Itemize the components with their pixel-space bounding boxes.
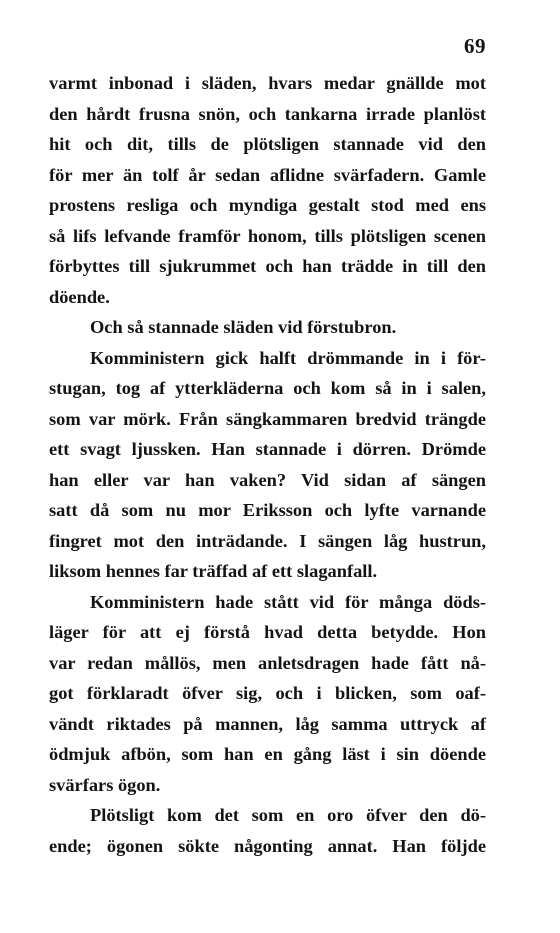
text-line: ende; ögonen sökte någonting annat. Han följde — [49, 835, 486, 856]
text-line: Komministern gick halft drömmande in i för- — [90, 347, 486, 368]
text-line: vändt riktades på mannen, låg samma uttryck af — [49, 713, 486, 734]
paragraph — [49, 343, 486, 587]
text-line: stugan, tog af ytterkläderna och kom så in i salen, — [49, 378, 486, 398]
text-line: Plötsligt kom det som en oro öfver den dö- — [90, 805, 486, 825]
text-line: prostens resliga och myndiga gestalt stod med ens — [49, 195, 486, 215]
body-text — [49, 68, 486, 861]
text-line: varmt inbonad i släden, hvars medar gnällde mot — [49, 73, 486, 93]
text-line: förbyttes till sjukrummet och han trädde in till den — [49, 256, 486, 276]
text-line: var redan mållös, men anletsdragen hade fått nå- — [49, 652, 486, 673]
text-line: som var mörk. Från sängkammaren bredvid trängde — [49, 408, 486, 429]
text-line: han eller var han vaken? Vid sidan af sängen — [49, 469, 486, 490]
page-number: 69 — [464, 34, 486, 58]
paragraph — [49, 800, 486, 861]
text-line: hit och dit, tills de plötsligen stannade vid den — [49, 134, 486, 154]
text-line: ett svagt ljussken. Han stannade i dörren. Drömde — [49, 439, 486, 459]
text-line: satt då som nu mor Eriksson och lyfte varnande — [49, 500, 486, 520]
text-line: ödmjuk afbön, som han en gång läst i sin döende — [49, 744, 486, 764]
text-line: svärfars ögon. — [49, 774, 161, 795]
paragraph — [49, 587, 486, 801]
paragraph — [49, 68, 486, 312]
text-line: för mer än tolf år sedan aflidne svärfadern. Gamle — [49, 164, 486, 185]
text-line: så lifs lefvande framför honom, tills plötsligen scenen — [49, 225, 486, 246]
text-line: döende. — [49, 286, 110, 307]
text-line: fingret mot den inträdande. I sängen låg hustrun, — [49, 530, 486, 551]
text-line: Och så stannade släden vid förstubron. — [90, 317, 397, 337]
text-line: liksom hennes far träffad af ett slaganfall. — [49, 561, 378, 581]
text-line: Komministern hade stått vid för många döds- — [90, 591, 486, 612]
text-line: den hårdt frusna snön, och tankarna irrade planlöst — [49, 103, 486, 124]
text-line: got förklaradt öfver sig, och i blicken, som oaf- — [49, 683, 486, 703]
paragraph — [49, 312, 486, 343]
text-line: läger för att ej förstå hvad detta betydde. Hon — [49, 622, 486, 642]
